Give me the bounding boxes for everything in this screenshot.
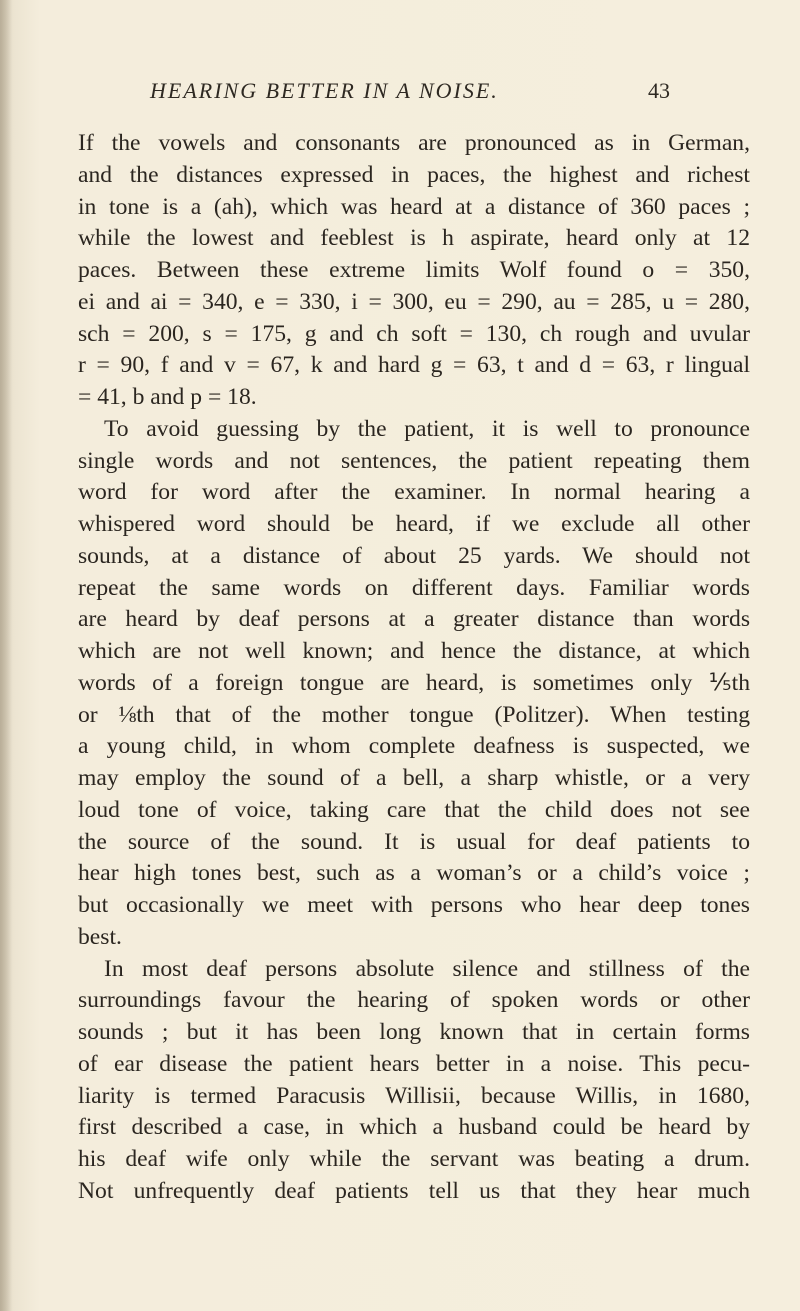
text-line: first described a case, in which a husband could be heard by xyxy=(78,1114,750,1141)
text-line: = 41, b and p = 18. xyxy=(78,384,257,410)
text-line: a young child, in whom complete deafness is suspected, we xyxy=(78,733,750,760)
text-line: of ear disease the patient hears better in a noise. This pecu- xyxy=(78,1050,750,1077)
text-line: single words and not sentences, the patient repeating them xyxy=(78,447,750,474)
text-line: In most deaf persons absolute silence and stillness of the xyxy=(104,955,750,982)
text-line: but occasionally we meet with persons who hear deep tones xyxy=(78,892,750,918)
text-line: the source of the sound. It is usual for deaf patients to xyxy=(78,828,750,855)
text-line: or ⅛th that of the mother tongue (Politzer). When testing xyxy=(78,701,750,728)
paragraph-vowel-distances xyxy=(78,128,750,414)
page-number: 43 xyxy=(648,78,670,103)
text-line: paces. Between these extreme limits Wolf found o = 350, xyxy=(78,257,750,283)
text-line: in tone is a (ah), which was heard at a distance of 360 paces ; xyxy=(78,193,750,220)
text-line: sounds, at a distance of about 25 yards. We should not xyxy=(78,542,750,569)
text-line: best. xyxy=(78,923,122,950)
text-line: surroundings favour the hearing of spoken words or other xyxy=(78,987,750,1014)
text-line: which are not well known; and hence the distance, at which xyxy=(78,638,750,664)
text-line: loud tone of voice, taking care that the child does not see xyxy=(78,796,750,823)
text-line: Not unfrequently deaf patients tell us that they hear much xyxy=(78,1177,750,1204)
text-line: whispered word should be heard, if we exclude all other xyxy=(78,511,750,537)
text-line: If the vowels and consonants are pronounced as in German, xyxy=(78,130,750,156)
text-line: while the lowest and feeblest is h aspirate, heard only at 12 xyxy=(78,225,750,252)
text-line: r = 90, f and v = 67, k and hard g = 63, t and d = 63, r lingual xyxy=(78,352,750,379)
text-line: words of a foreign tongue are heard, is sometimes only ⅕th xyxy=(78,669,750,696)
text-line: his deaf wife only while the servant was beating a drum. xyxy=(78,1146,750,1172)
text-line: word for word after the examiner. In normal hearing a xyxy=(78,479,750,506)
paragraph-testing-words xyxy=(78,414,750,954)
text-line: ei and ai = 340, e = 330, i = 300, eu = 290, au = 285, u = 280, xyxy=(78,288,750,315)
running-title: HEARING BETTER IN A NOISE. xyxy=(150,78,499,103)
text-line: To avoid guessing by the patient, it is well to pronounce xyxy=(104,415,750,442)
text-line: repeat the same words on different days. Familiar words xyxy=(78,574,750,601)
text-line: and the distances expressed in paces, the highest and richest xyxy=(78,161,750,188)
text-line: sch = 200, s = 175, g and ch soft = 130, ch rough and uvular xyxy=(78,320,750,347)
body-text xyxy=(78,128,750,1208)
text-line: may employ the sound of a bell, a sharp whistle, or a very xyxy=(78,765,750,791)
page-gutter-shadow xyxy=(0,0,12,1311)
text-line: are heard by deaf persons at a greater distance than words xyxy=(78,606,750,633)
paragraph-paracusis xyxy=(78,954,750,1208)
text-line: sounds ; but it has been long known that in certain forms xyxy=(78,1019,750,1045)
text-line: liarity is termed Paracusis Willisii, because Willis, in 1680, xyxy=(78,1082,750,1109)
text-line: hear high tones best, such as a woman’s or a child’s voice ; xyxy=(78,860,750,887)
